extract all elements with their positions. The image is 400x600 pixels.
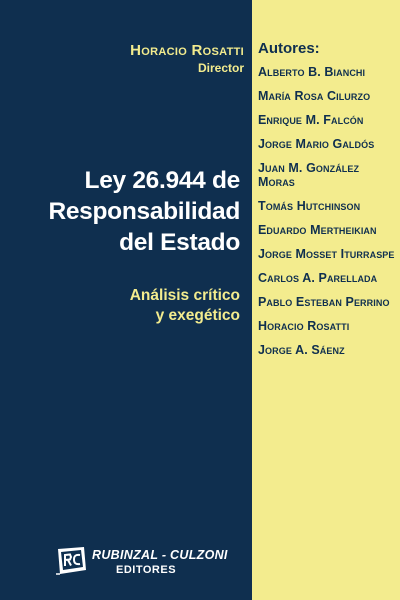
author-item: Carlos A. Parellada (258, 271, 378, 285)
title-line-3: del Estado (119, 229, 240, 256)
author-item: María Rosa Cilurzo (258, 89, 371, 103)
author-item: Tomás Hutchinson (258, 199, 361, 213)
subtitle-line-2: y exegético (155, 307, 240, 324)
book-title (48, 165, 240, 258)
author-item: Eduardo Mertheikian (258, 223, 377, 237)
author-item: Jorge A. Sáenz (258, 343, 345, 357)
director-name: Horacio Rosatti (130, 42, 244, 59)
director-role: Director (197, 61, 244, 75)
author-item: Pablo Esteban Perrino (258, 295, 390, 309)
title-line-2: Responsabilidad (48, 198, 240, 225)
author-item: Horacio Rosatti (258, 319, 350, 333)
authors-section (258, 40, 398, 367)
publisher-block (54, 546, 254, 582)
title-line-1: Ley 26.944 de (84, 167, 240, 194)
authors-list (258, 65, 398, 357)
author-item: Jorge Mosset Iturraspe (258, 247, 395, 261)
publisher-name: RUBINZAL - CULZONI (92, 548, 228, 562)
publisher-subname: EDITORES (116, 564, 177, 576)
author-item: Jorge Mario Galdós (258, 137, 375, 151)
rc-publisher-logo-icon (54, 546, 88, 576)
author-item: Alberto B. Bianchi (258, 65, 366, 79)
author-item: Enrique M. Falcón (258, 113, 364, 127)
author-item: Juan M. González Moras (258, 161, 360, 189)
director-block (130, 42, 244, 75)
book-subtitle (130, 286, 240, 326)
authors-heading: Autores: (258, 40, 320, 57)
subtitle-line-1: Análisis crítico (129, 287, 240, 304)
